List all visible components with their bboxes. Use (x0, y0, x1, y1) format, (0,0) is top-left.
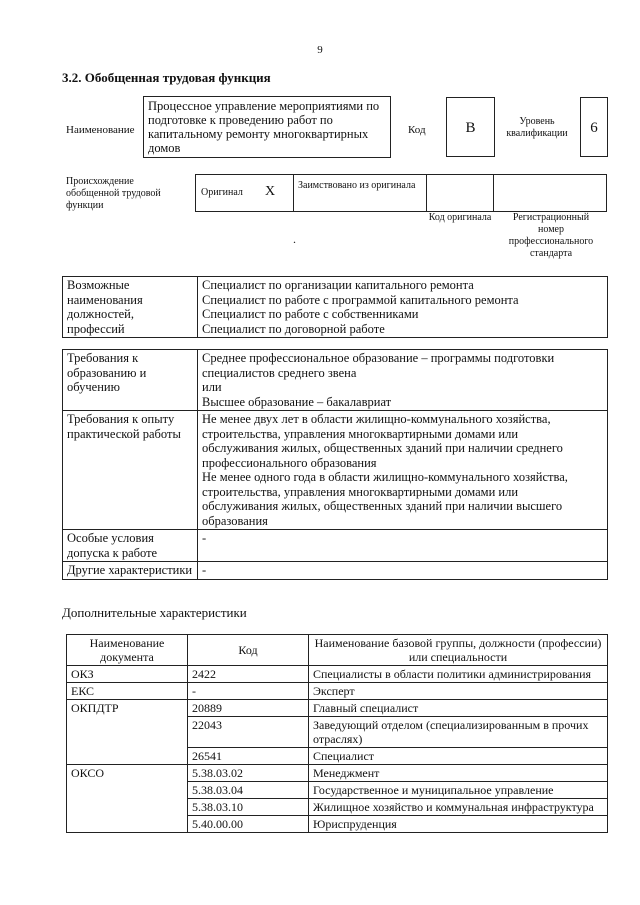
level-label: Уровень квалификации (506, 116, 568, 139)
education-label: Требования к образованию и обучению (63, 350, 198, 411)
section-title: 3.2. Обобщенная трудовая функция (62, 70, 271, 85)
table-row (67, 666, 608, 683)
positions-table (62, 276, 608, 338)
experience-value (198, 411, 608, 530)
borrowed-label: Заимствовано из оригинала (298, 180, 416, 191)
requirements-table (62, 349, 608, 580)
code-cell: 2422 (188, 666, 309, 683)
stray-dot: . (293, 232, 296, 246)
position-item: Специалист по работе с программой капитального ремонта (202, 292, 519, 307)
name-cell: Государственное и муниципальное управление (309, 782, 608, 799)
text-line: специалистов среднего звена (202, 365, 357, 380)
name-cell: Эксперт (309, 683, 608, 700)
position-item: Специалист по работе с собственниками (202, 307, 419, 321)
text-line: строительства, управления многоквартирными домами или (202, 426, 519, 441)
code-cell: 26541 (188, 748, 309, 765)
education-value (198, 350, 608, 411)
text-line: обслуживания жилых, общественных зданий при наличии среднего (202, 441, 563, 455)
header-document: Наименование документа (67, 635, 188, 666)
additional-table (66, 634, 608, 833)
table-row (67, 765, 608, 782)
position-item: Специалист по организации капитального ремонта (202, 278, 474, 292)
text-line: Не менее одного года в области жилищно-коммунального хозяйства, (202, 470, 568, 484)
other-characteristics-value: - (198, 562, 608, 580)
name-cell: Менеджмент (309, 765, 608, 782)
code-cell: 5.38.03.10 (188, 799, 309, 816)
name-cell: Юриспруденция (309, 816, 608, 833)
table-row (67, 700, 608, 717)
reg-number-caption: Регистрационный номер профессионального стандарта (508, 212, 594, 259)
name-cell: Специалисты в области политики администрирования (309, 666, 608, 683)
name-cell: Заведующий отделом (специализированным в прочих отраслях) (309, 717, 608, 748)
code-cell: 5.38.03.04 (188, 782, 309, 799)
experience-label: Требования к опыту практической работы (63, 411, 198, 530)
header-name: Наименование базовой группы, должности (профессии) или специальности (309, 635, 608, 666)
text-line: строительства, управления многоквартирными домами или (202, 484, 519, 499)
positions-list (198, 277, 608, 338)
positions-label: Возможные наименования должностей, профессий (63, 277, 198, 338)
doc-cell: ЕКС (67, 683, 188, 700)
text-line: Среднее профессиональное образование – программы подготовки (202, 351, 555, 365)
original-label: Оригинал (201, 187, 243, 198)
text-line: Не менее двух лет в области жилищно-коммунального хозяйства, (202, 412, 551, 426)
doc-cell: ОКПДТР (67, 700, 188, 765)
function-name: Процессное управление мероприятиями по подготовке к проведению работ по капитальному ремонту многоквартирных домов (143, 96, 391, 158)
code-cell: 22043 (188, 717, 309, 748)
code-value: B (446, 97, 495, 157)
name-label: Наименование (66, 124, 135, 136)
text-line: образования (202, 513, 268, 528)
code-cell: - (188, 683, 309, 700)
level-value: 6 (580, 97, 608, 157)
header-code: Код (188, 635, 309, 666)
doc-cell: ОКСО (67, 765, 188, 833)
name-cell: Специалист (309, 748, 608, 765)
code-cell: 5.40.00.00 (188, 816, 309, 833)
text-line: обслуживания жилых, общественных зданий при наличии высшего (202, 499, 563, 513)
text-line: или (202, 380, 222, 394)
special-conditions-value: - (198, 530, 608, 562)
position-item: Специалист по договорной работе (202, 321, 385, 336)
code-label: Код (408, 124, 426, 136)
code-cell: 5.38.03.02 (188, 765, 309, 782)
table-row (67, 683, 608, 700)
name-cell: Главный специалист (309, 700, 608, 717)
additional-title: Дополнительные характеристики (62, 605, 247, 620)
original-mark: X (265, 184, 276, 199)
special-conditions-label: Особые условия допуска к работе (63, 530, 198, 562)
code-cell: 20889 (188, 700, 309, 717)
code-original-caption: Код оригинала (428, 212, 492, 223)
other-characteristics-label: Другие характеристики (63, 562, 198, 580)
text-line: профессионального образования (202, 455, 377, 470)
origin-label: Происхождение обобщенной трудовой функции (66, 176, 161, 211)
text-line: Высшее образование – бакалавриат (202, 394, 392, 409)
page-number: 9 (317, 44, 323, 56)
name-cell: Жилищное хозяйство и коммунальная инфраструктура (309, 799, 608, 816)
doc-cell: ОКЗ (67, 666, 188, 683)
